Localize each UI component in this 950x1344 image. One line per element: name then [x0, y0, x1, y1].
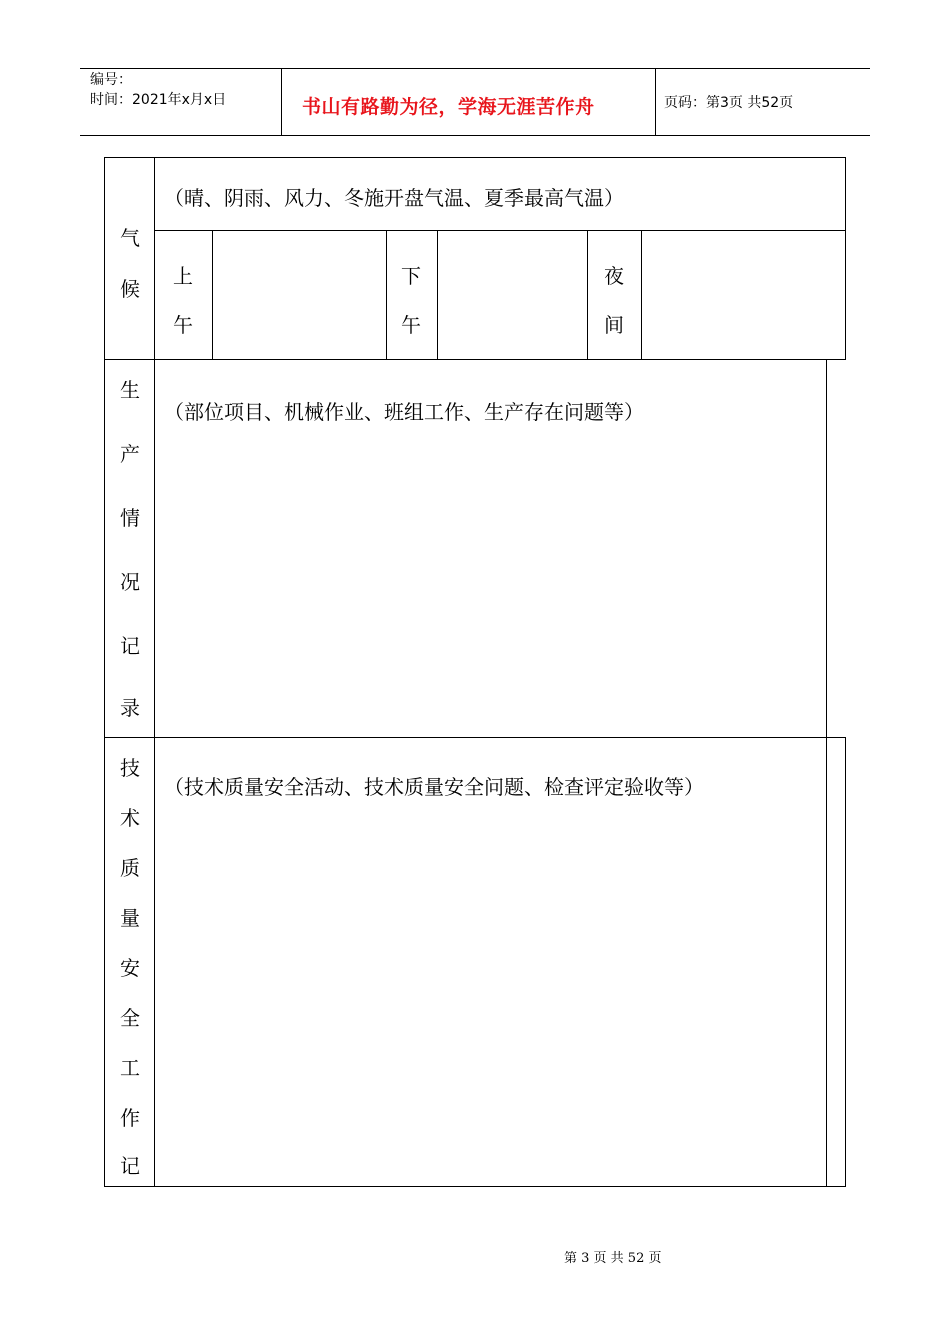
table-border-top: [104, 157, 846, 158]
production-label-3: 情: [120, 506, 140, 530]
page-code: 页码：第3页 共52页: [664, 95, 794, 111]
afternoon-label-2: 午: [401, 313, 421, 337]
technical-label-8: 作: [120, 1106, 140, 1130]
page-footer: 第 3 页 共 52 页: [564, 1251, 662, 1266]
night-label-1: 夜: [604, 264, 624, 288]
production-label-5: 记: [120, 634, 140, 658]
header-bottom-rule: [80, 135, 870, 136]
technical-label-9: 记: [120, 1154, 140, 1178]
production-record-field[interactable]: [155, 430, 825, 736]
document-number-label: 编号：: [90, 72, 132, 88]
morning-weather-field[interactable]: [213, 231, 386, 359]
table-border-bottom: [104, 1186, 846, 1187]
technical-label-1: 技: [120, 756, 140, 780]
weather-bottom-rule: [104, 359, 846, 360]
weather-col-2: [386, 230, 387, 360]
night-label-2: 间: [604, 313, 624, 337]
afternoon-weather-field[interactable]: [438, 231, 587, 359]
table-border-right-weather: [845, 157, 846, 360]
weather-hint: （晴、阴雨、风力、冬施开盘气温、夏季最高气温）: [164, 186, 624, 210]
header-divider-left: [281, 68, 282, 136]
morning-label-1: 上: [173, 264, 193, 288]
technical-label-4: 量: [120, 906, 140, 930]
technical-label-7: 工: [120, 1056, 140, 1080]
header-top-rule: [80, 68, 870, 69]
technical-label-2: 术: [120, 806, 140, 830]
technical-record-field[interactable]: [155, 805, 825, 1185]
table-border-left: [104, 157, 105, 1187]
production-label-1: 生: [120, 378, 140, 402]
production-label-6: 录: [120, 696, 140, 720]
header-motto: 书山有路勤为径，学海无涯苦作舟: [302, 96, 595, 118]
technical-right-inner: [826, 737, 827, 1187]
production-bottom-rule: [104, 737, 846, 738]
technical-right-outer: [845, 737, 846, 1187]
technical-label-5: 安: [120, 956, 140, 980]
header-divider-right: [655, 68, 656, 136]
production-label-2: 产: [120, 442, 140, 466]
production-right-inner: [826, 359, 827, 738]
weather-col-4: [587, 230, 588, 360]
production-label-4: 况: [120, 570, 140, 594]
weather-label-1: 气: [120, 226, 140, 250]
document-date: 时间：2021年x月x日: [90, 92, 227, 108]
technical-label-3: 质: [120, 856, 140, 880]
weather-label-2: 候: [120, 277, 140, 301]
technical-hint: （技术质量安全活动、技术质量安全问题、检查评定验收等）: [164, 775, 704, 799]
afternoon-label-1: 下: [401, 264, 421, 288]
morning-label-2: 午: [173, 313, 193, 337]
technical-label-6: 全: [120, 1006, 140, 1030]
production-hint: （部位项目、机械作业、班组工作、生产存在问题等）: [164, 400, 644, 424]
night-weather-field[interactable]: [642, 231, 845, 359]
